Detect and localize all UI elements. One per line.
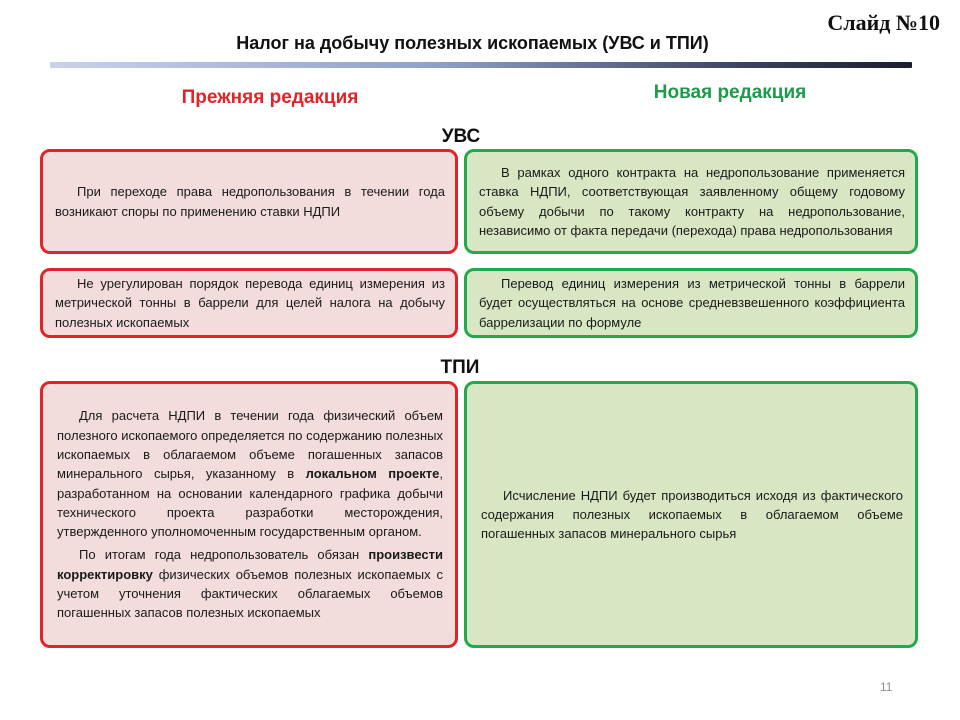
tpi-old-box [40, 381, 458, 648]
tpi-new-text: Исчисление НДПИ будет производиться исходя из фактического содержания полезных ископаемых в облагаемом объеме погашенных запасов минерального сырья [481, 487, 903, 542]
tpi-old-p2-emphasis: произвести корректировку [57, 547, 443, 582]
uvs-new-box-1 [464, 149, 918, 254]
tpi-old-p1-emphasis: локальном проекте [305, 466, 440, 482]
tpi-old-paragraph-1 [57, 406, 443, 541]
slide-title: Налог на добычу полезных ископаемых (УВС и ТПИ) [236, 33, 709, 53]
title-divider [50, 62, 912, 68]
section-heading-tpi: ТПИ [440, 357, 480, 378]
tpi-old-p2-text-end: физических объемов полезных ископаемых с учетом уточнения фактических облагаемых объемов погашенных запасов полезных ископаемых [57, 566, 443, 621]
section-heading-uvs: УВС [441, 126, 481, 147]
uvs-old-text-1: При переходе права недропользования в течении года возникают споры по применению ставки НДПИ [55, 184, 445, 219]
tpi-old-paragraph-2 [57, 545, 443, 622]
old-edition-heading: Прежняя редакция [181, 87, 359, 108]
tpi-old-p2-text: По итогам года недропользователь обязан [79, 547, 369, 563]
tpi-old-p1-text-end: , разработанном на основании календарного графика добычи технического проекта разработки месторождения, утвержденного уполномоченным государственным органом. [57, 466, 443, 540]
uvs-old-text-2: Не урегулирован порядок перевода единиц измерения из метрической тонны в баррели для целей налога на добычу полезных ископаемых [55, 276, 445, 330]
uvs-old-box-1 [40, 149, 458, 254]
tpi-new-box [464, 381, 918, 648]
uvs-new-text-2: Перевод единиц измерения из метрической тонны в баррели будет осуществляться на основе средневзвешенного коэффициента баррелизации по формуле [479, 276, 905, 330]
tpi-old-p1-text: Для расчета НДПИ в течении года физический объем полезного ископаемого определяется по содержанию полезных ископаемых в облагаемом объеме погашенных запасов минерального сырья, указанному в [57, 408, 443, 482]
uvs-old-box-2 [40, 268, 458, 338]
uvs-new-text-1: В рамках одного контракта на недропользование применяется ставка НДПИ, соответствующая заявленному общему годовому объему добычи по такому контракту на недропользование, независимо от факта передачи (перехода) права недропользования [479, 164, 905, 238]
uvs-new-box-2 [464, 268, 918, 338]
slide-label: Слайд №10 [827, 10, 940, 35]
new-edition-heading: Новая редакция [653, 82, 807, 103]
page-number: 11 [880, 680, 893, 694]
